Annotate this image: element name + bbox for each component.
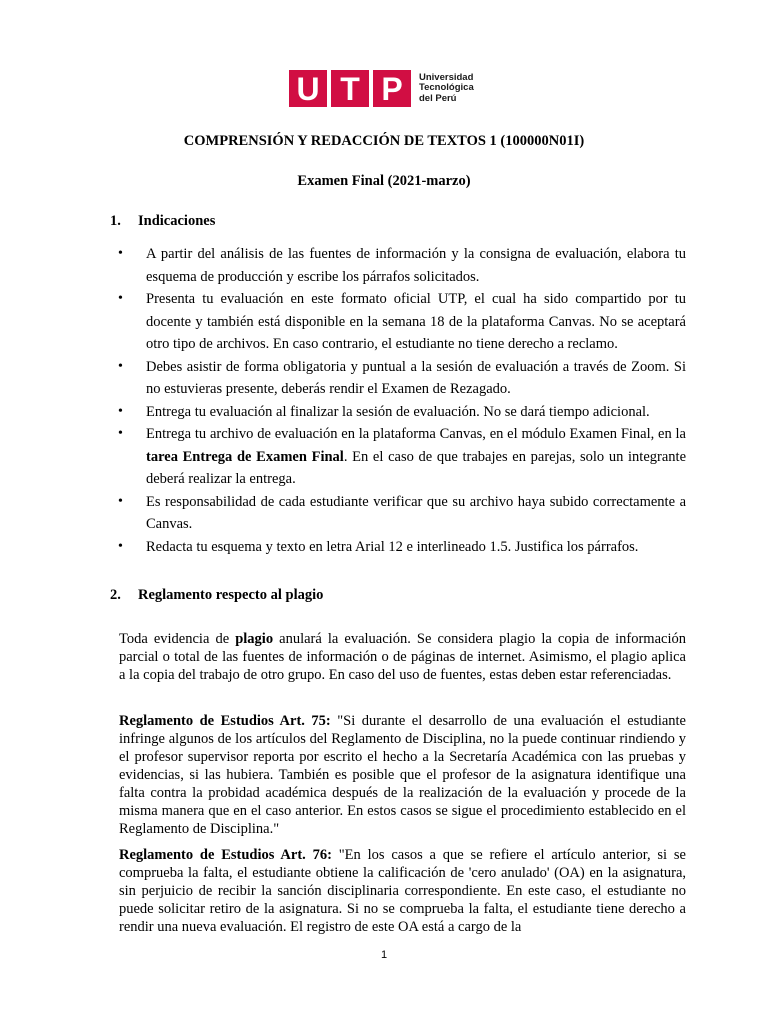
canvas-task-name: tarea Entrega de Examen Final (146, 448, 344, 465)
logo-line-2: Tecnológica (419, 82, 474, 94)
list-item: • A partir del análisis de las fuentes de información y la consigna de evaluación, elabora tu esquema de producción y escribe los párrafos solicitados. (118, 243, 686, 288)
list-item: • Es responsabilidad de cada estudiante verificar que su archivo haya subido correctamente a Canvas. (118, 491, 686, 536)
list-item: • Entrega tu archivo de evaluación en la plataforma Canvas, en el módulo Examen Final, en la tarea Entrega de Examen Final. En el caso de que trabajes en parejas, solo un integrante deberá realizar la entrega. (118, 423, 686, 491)
logo-letter-u: U (296, 70, 320, 107)
plagio-paragraph: Toda evidencia de plagio anulará la evaluación. Se considera plagio la copia de información parcial o total de las fuentes de información o de páginas de internet. Asimismo, el plagio aplica a la copia del trabajo de otro grupo. En caso del uso de fuentes, estas deben estar referenciadas. (119, 631, 686, 683)
logo-line-1: Universidad (419, 71, 474, 83)
article-75-paragraph: Reglamento de Estudios Art. 75: "Si durante el desarrollo de una evaluación el estudiante infringe algunos de los artículos del Reglamento de Disciplina, no la puede continuar rindiendo y el profesor supervisor reporta por escrito el hecho a la Secretaría Académica con las pruebas y evidencias, si las hubiera. También es posible que el profesor de la asignatura identifique una falta contra la probidad académica después de la realización de la evaluación y procede de la misma manera que en el caso anterior. En estos casos se sigue el procedimiento establecido en el Reglamento de Disciplina." (119, 713, 686, 837)
section-1-heading (110, 213, 215, 230)
list-item: • Debes asistir de forma obligatoria y puntual a la sesión de evaluación a través de Zoom. Si no estuvieras presente, deberás rendir el Examen de Rezagado. (118, 356, 686, 401)
logo-line-3: del Perú (419, 92, 457, 104)
section-2-title: Reglamento respecto al plagio (138, 587, 324, 603)
page-number: 1 (380, 949, 388, 961)
logo-wordmark (419, 73, 474, 105)
section-1-title: Indicaciones (138, 213, 216, 229)
exam-title: Examen Final (2021-marzo) (297, 173, 471, 189)
list-item: • Entrega tu evaluación al finalizar la sesión de evaluación. No se dará tiempo adicional. (118, 401, 686, 424)
list-item: • Presenta tu evaluación en este formato oficial UTP, el cual ha sido compartido por tu docente y también está disponible en la semana 18 de la plataforma Canvas. No se aceptará otro tipo de archivos. En caso contrario, el estudiante no tiene derecho a reclamo. (118, 288, 686, 356)
logo-letter-t: T (340, 70, 360, 107)
list-item: • Redacta tu esquema y texto en letra Arial 12 e interlineado 1.5. Justifica los párrafos. (118, 536, 686, 559)
indicaciones-list (118, 243, 686, 558)
logo-mark (289, 70, 411, 107)
section-2-number: 2. (110, 587, 121, 603)
section-1-number: 1. (110, 213, 121, 229)
section-2-heading (110, 587, 323, 604)
logo-letter-p: P (381, 70, 403, 107)
article-76-paragraph: Reglamento de Estudios Art. 76: "En los casos a que se refiere el artículo anterior, si se comprueba la falta, el estudiante obtiene la calificación de 'cero anulado' (OA) en la asignatura, sin perjuicio de recibir la sanción disciplinaria correspondiente. En este caso, el estudiante no puede solicitar retiro de la asignatura. Si no se comprueba la falta, el estudiante tiene derecho a rendir una nueva evaluación. El registro de este OA está a cargo de la (119, 847, 686, 935)
course-title: COMPRENSIÓN Y REDACCIÓN DE TEXTOS 1 (100000N01I) (183, 133, 585, 149)
utp-logo (289, 70, 474, 107)
